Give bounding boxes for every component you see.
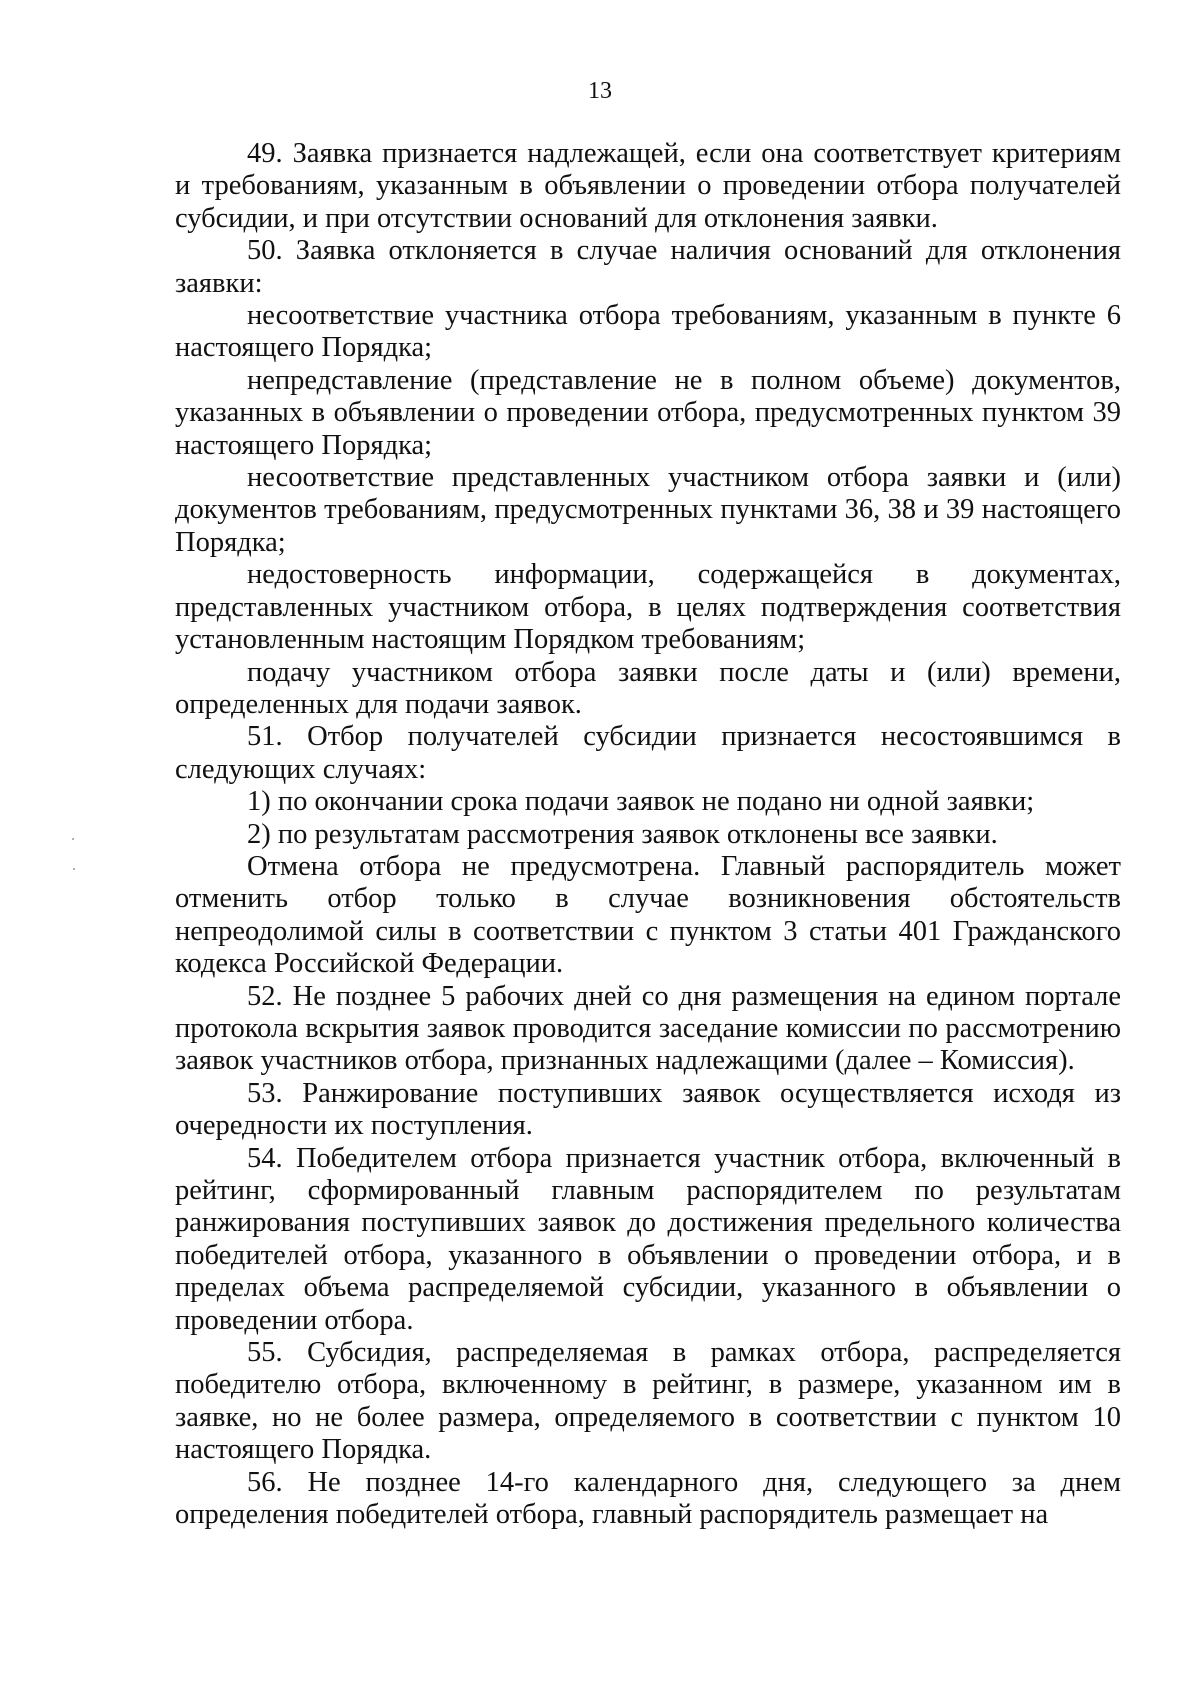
- paragraph-52: 52. Не позднее 5 рабочих дней со дня размещения на едином портале протокола вскрытия заявок проводится заседание комиссии по рассмотрению заявок участников отбора, признанных надлежащими (далее – Комиссия).: [175, 980, 1121, 1077]
- paragraph-54: 54. Победителем отбора признается участник отбора, включенный в рейтинг, сформированный главным распорядителем по результатам ранжирования поступивших заявок до достижения предельного количества победителей отбора, указанного в объявлении о проведении отбора, и в пределах объема распределяемой субсидии, указанного в объявлении о проведении отбора.: [175, 1142, 1121, 1336]
- paragraph-50-item: непредставление (представление не в полном объеме) документов, указанных в объявлении о проведении отбора, предусмотренных пунктом 39 настоящего Порядка;: [175, 364, 1121, 461]
- paragraph-49: 49. Заявка признается надлежащей, если она соответствует критериям и требованиям, указанным в объявлении о проведении отбора получателей субсидии, и при отсутствии оснований для отклонения заявки.: [175, 138, 1121, 234]
- scan-speck: [73, 868, 75, 870]
- scan-speck: [72, 838, 74, 840]
- paragraph-50-item: несоответствие представленных участником отбора заявки и (или) документов требованиям, предусмотренных пунктами 36, 38 и 39 настоящего Порядка;: [175, 462, 1121, 558]
- paragraph-51-note: Отмена отбора не предусмотрена. Главный распорядитель может отменить отбор только в случае возникновения обстоятельств непреодолимой силы в соответствии с пунктом 3 статьи 401 Гражданского кодекса Российской Федерации.: [175, 850, 1121, 980]
- paragraph-50-item: несоответствие участника отбора требованиям, указанным в пункте 6 настоящего Порядка;: [175, 300, 1121, 364]
- paragraph-51-item: 1) по окончании срока подачи заявок не подано ни одной заявки;: [247, 786, 1035, 818]
- paragraph-56: 56. Не позднее 14-го календарного дня, следующего за днем определения победителей отбора, главный распорядитель размещает на: [175, 1466, 1121, 1531]
- paragraph-51-item: 2) по результатам рассмотрения заявок отклонены все заявки.: [247, 818, 998, 850]
- paragraph-50: 50. Заявка отклоняется в случае наличия оснований для отклонения заявки:: [175, 235, 1121, 299]
- page-number: 13: [588, 78, 612, 104]
- paragraph-50-item: подачу участником отбора заявки после даты и (или) времени, определенных для подачи заявок.: [175, 656, 1121, 720]
- paragraph-53: 53. Ранжирование поступивших заявок осуществляется исходя из очередности их поступления.: [175, 1077, 1121, 1142]
- paragraph-55: 55. Субсидия, распределяемая в рамках отбора, распределяется победителю отбора, включенному в рейтинг, в размере, указанном им в заявке, но не более размера, определяемого в соответствии с пунктом 10 настоящего Порядка.: [175, 1337, 1121, 1466]
- paragraph-50-item: недостоверность информации, содержащейся в документах, представленных участником отбора, в целях подтверждения соответствия установленным настоящим Порядком требованиям;: [175, 559, 1121, 656]
- document-body: [175, 138, 1121, 1531]
- paragraph-51: 51. Отбор получателей субсидии признается несостоявшимся в следующих случаях:: [175, 721, 1121, 785]
